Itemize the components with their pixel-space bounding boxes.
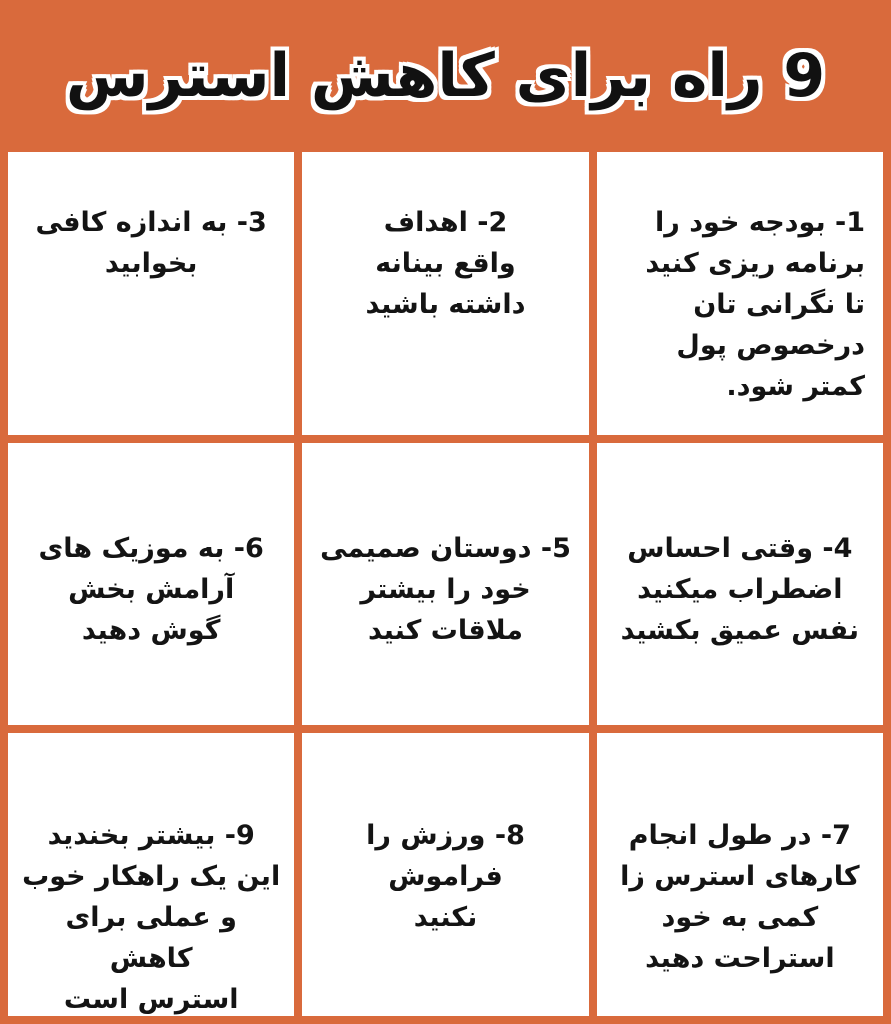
tip-text-3: 3- به اندازه کافی بخوابید	[35, 207, 267, 279]
tip-card-6	[8, 443, 294, 726]
tip-text-2: 2- اهداف واقع بینانه داشته باشید	[365, 207, 526, 320]
tip-text-6: 6- به موزیک های آرامش بخش گوش دهید	[38, 532, 264, 646]
tip-card-2	[302, 152, 588, 435]
title-bar	[0, 0, 891, 152]
tip-card-8	[302, 733, 588, 1016]
tip-card-9	[8, 733, 294, 1016]
tip-text-8: 8- ورزش را فراموش نکنید	[366, 820, 525, 934]
tip-card-3	[8, 152, 294, 435]
poster-title: 9 راه برای کاهش استرس	[65, 41, 826, 111]
tip-text-4: 4- وقتی احساس اضطراب میکنید نفس عمیق بکشید	[620, 532, 860, 646]
tip-card-7	[597, 733, 883, 1016]
tip-text-9: 9- بیشتر بخندید این یک راهکار خوب و عملی برای کاهش استرس است	[22, 820, 281, 1016]
tip-text-5: 5- دوستان صمیمی خود را بیشتر ملاقات کنید	[320, 532, 571, 646]
tip-card-1	[597, 152, 883, 435]
tip-card-4	[597, 443, 883, 726]
tips-grid	[8, 152, 883, 1016]
tip-text-7: 7- در طول انجام کارهای استرس زا کمی به خود استراحت دهید	[620, 820, 860, 975]
tip-text-1: 1- بودجه خود را برنامه ریزی کنید تا نگرانی تان درخصوص پول کمتر شود.	[645, 207, 865, 402]
tip-card-5	[302, 443, 588, 726]
